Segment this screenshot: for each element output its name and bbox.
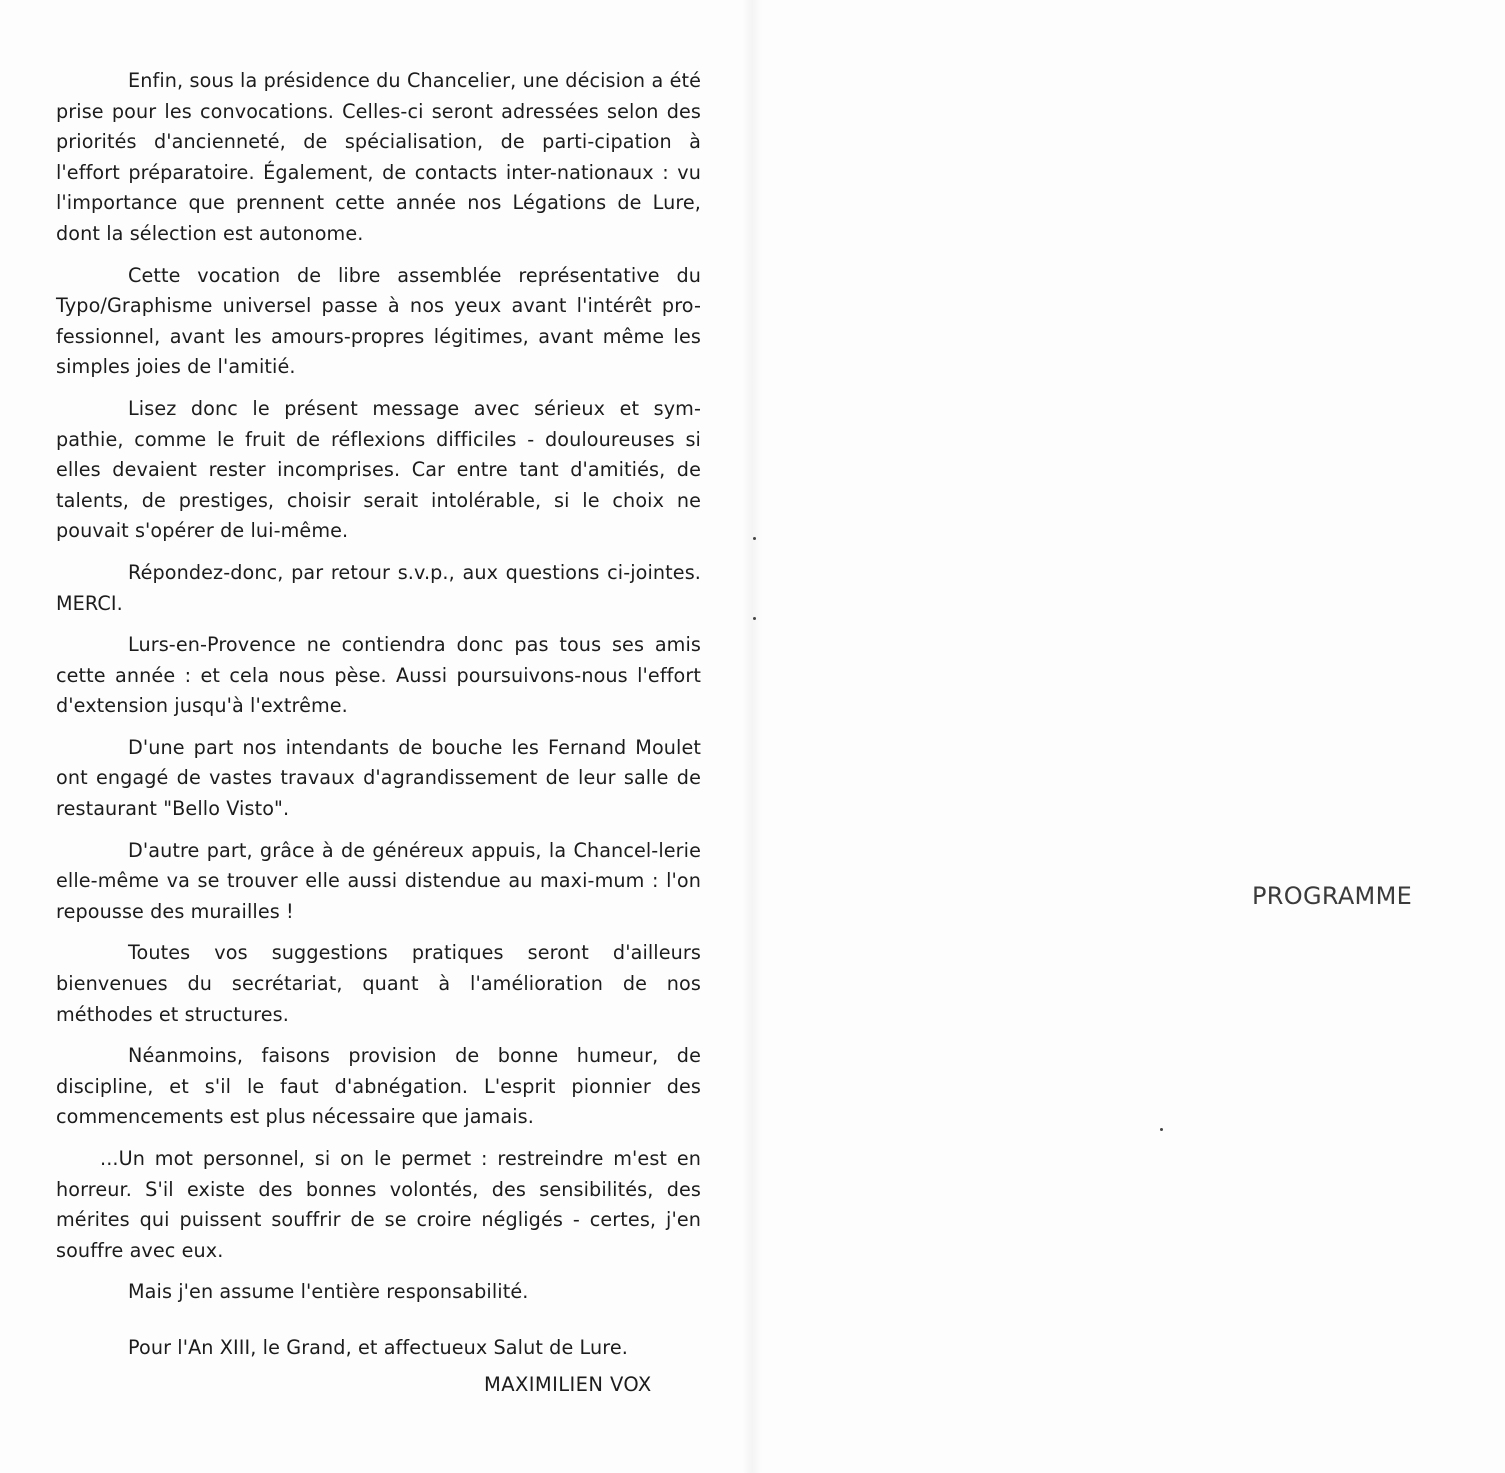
paragraph-chancellerie: D'autre part, grâce à de généreux appuis, la Chancel-lerie elle-même va se trouver elle aussi distendue au maxi-mum : l'on repousse des murailles ! bbox=[56, 838, 701, 923]
paper-speck bbox=[753, 617, 756, 620]
paragraph-message: Lisez donc le présent message avec sérieux et sym-pathie, comme le fruit de réflexions difficiles - douloureuses si elles devaient rester incomprises. Car entre tant d'amitiés, de talents, de prestiges, choisir serait intolérable, si le choix ne pouvait s'opérer de lui-même. bbox=[56, 396, 701, 543]
paragraph-responsibility: Mais j'en assume l'entière responsabilité. bbox=[128, 1280, 529, 1304]
paper-speck bbox=[1160, 1128, 1163, 1131]
signature: MAXIMILIEN VOX bbox=[484, 1373, 652, 1396]
page-fold bbox=[742, 0, 762, 1473]
paragraph-vocation: Cette vocation de libre assemblée représentative du Typo/Graphisme universel passe à nos yeux avant l'intérêt pro-fessionnel, avant les amours-propres légitimes, avant même les simples joies de l'amitié. bbox=[56, 263, 701, 379]
paragraph-convocations: Enfin, sous la présidence du Chancelier, une décision a été prise pour les convocations. Celles-ci seront adressées selon des priorités d'ancienneté, de spécialisation, de parti-cipation à l'effort préparatoire. Également, de contacts inter-nationaux : vu l'importance que prennent cette année nos Légations de Lure, dont la sélection est autonome. bbox=[56, 69, 701, 245]
programme-title: PROGRAMME bbox=[1252, 882, 1413, 910]
paragraph-reply: Répondez-donc, par retour s.v.p., aux questions ci-jointes. MERCI. bbox=[56, 560, 701, 615]
paragraph-salut: Pour l'An XIII, le Grand, et affectueux Salut de Lure. bbox=[128, 1335, 628, 1359]
paragraph-lurs: Lurs-en-Provence ne contiendra donc pas tous ses amis cette année : et cela nous pèse. Aussi poursuivons-nous l'effort d'extension jusqu'à l'extrême. bbox=[56, 633, 701, 718]
paragraph-discipline: Néanmoins, faisons provision de bonne humeur, de discipline, et s'il le faut d'abnégation. L'esprit pionnier des commencements est plus nécessaire que jamais. bbox=[56, 1044, 701, 1129]
left-page-text bbox=[56, 66, 701, 1364]
paragraph-restaurant: D'une part nos intendants de bouche les Fernand Moulet ont engagé de vastes travaux d'agrandissement de leur salle de restaurant "Bello Visto". bbox=[56, 735, 701, 821]
paragraph-personal: ...Un mot personnel, si on le permet : restreindre m'est en horreur. S'il existe des bonnes volontés, des sensibilités, des mérites qui puissent souffrir de se croire négligés - certes, j'en souffre avec eux. bbox=[56, 1147, 701, 1262]
paper-speck bbox=[753, 537, 756, 540]
paragraph-suggestions: Toutes vos suggestions pratiques seront d'ailleurs bienvenues du secrétariat, quant à l'amélioration de nos méthodes et structures. bbox=[56, 941, 701, 1026]
